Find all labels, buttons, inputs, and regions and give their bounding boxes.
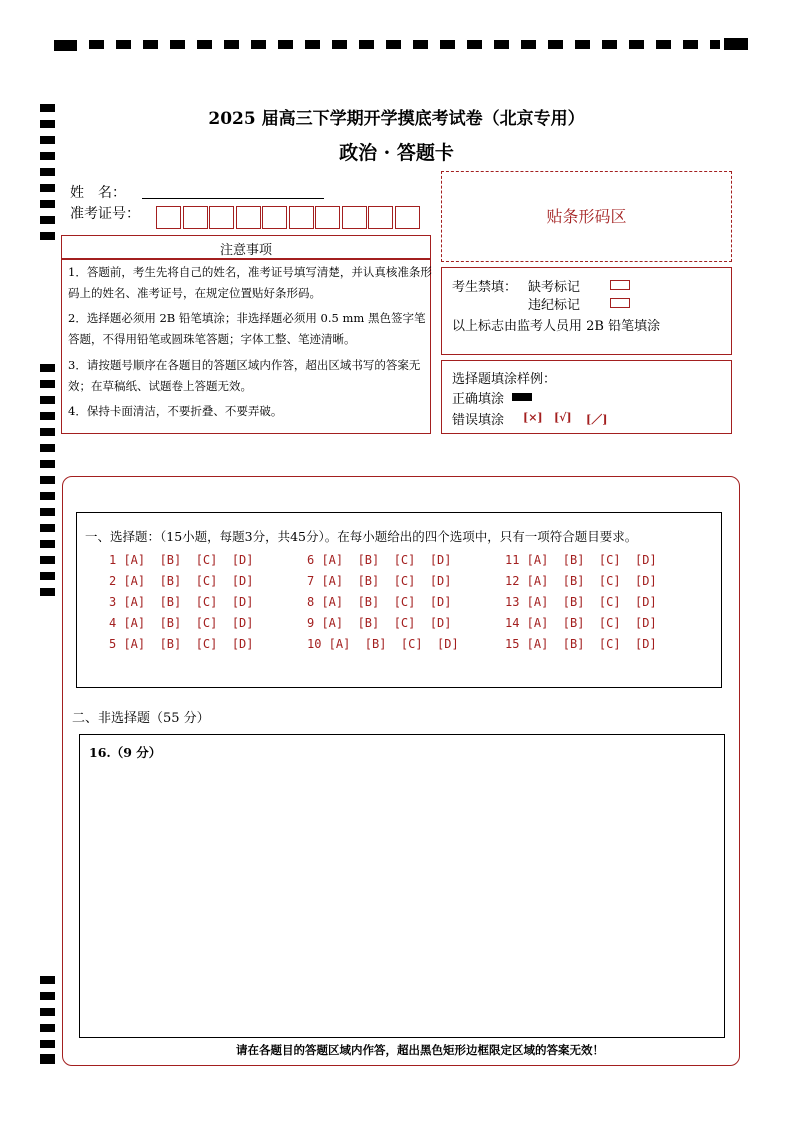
notes-heading: 注意事项 <box>219 243 272 258</box>
exam-title: 2025 届高三下学期开学摸底考试卷（北京专用） <box>208 109 585 129</box>
fill-example-box <box>441 360 732 434</box>
choice-q12[interactable]: 12 [A] [B] [C] [D] <box>505 574 657 588</box>
choice-q3[interactable]: 3 [A] [B] [C] [D] <box>109 595 254 609</box>
choice-q2[interactable]: 2 [A] [B] [C] [D] <box>109 574 254 588</box>
subject-title: 政治 · 答题卡 <box>339 142 454 164</box>
choice-q11[interactable]: 11 [A] [B] [C] [D] <box>505 553 657 567</box>
barcode-area <box>441 171 732 262</box>
choice-q4[interactable]: 4 [A] [B] [C] [D] <box>109 616 254 630</box>
choice-q7[interactable]: 7 [A] [B] [C] [D] <box>307 574 452 588</box>
id-digit-cell[interactable] <box>342 206 367 229</box>
id-digit-cell[interactable] <box>156 206 181 229</box>
choice-q13[interactable]: 13 [A] [B] [C] [D] <box>505 595 657 609</box>
absent-mark-label: 缺考标记 <box>528 280 581 295</box>
name-field[interactable] <box>142 198 324 199</box>
notes-item: 2．选择题必须用 2B 铅笔填涂；非选择题必须用 0.5 mm 黑色签字笔答题，不得用铅笔或圆珠笔答题；字体工整、笔迹清晰。 <box>68 311 426 346</box>
choice-q5[interactable]: 5 [A] [B] [C] [D] <box>109 637 254 651</box>
id-digit-cell[interactable] <box>236 206 261 229</box>
wrong-fill-sample: [／] <box>586 413 608 426</box>
choice-q10[interactable]: 10 [A] [B] [C] [D] <box>307 637 459 651</box>
proctor-note: 以上标志由监考人员用 2B 铅笔填涂 <box>452 319 661 334</box>
notes-heading-box <box>61 235 431 259</box>
choice-q14[interactable]: 14 [A] [B] [C] [D] <box>505 616 657 630</box>
id-digit-cell[interactable] <box>315 206 340 229</box>
id-digit-cell[interactable] <box>183 206 208 229</box>
id-digit-cell[interactable] <box>395 206 420 229</box>
notes-item: 3．请按题号顺序在各题目的答题区域内作答，超出区域书写的答案无效；在草稿纸、试题卷上答题无效。 <box>68 358 421 393</box>
q16-answer-box[interactable] <box>79 734 725 1038</box>
choice-q15[interactable]: 15 [A] [B] [C] [D] <box>505 637 657 651</box>
correct-fill-sample <box>512 393 532 401</box>
barcode-area-label: 贴条形码区 <box>546 207 627 226</box>
notes-item: 4．保持卡面清洁，不要折叠、不要弄破。 <box>68 404 283 418</box>
non-choice-heading: 二、非选择题（55 分） <box>72 711 210 726</box>
name-label: 姓 名： <box>70 185 126 201</box>
wrong-fill-sample: [×] <box>523 411 543 424</box>
choice-q8[interactable]: 8 [A] [B] [C] [D] <box>307 595 452 609</box>
forbidden-label: 考生禁填： <box>452 280 518 295</box>
proctor-marks-box <box>441 267 732 355</box>
wrong-fill-sample: [√] <box>554 411 572 424</box>
wrong-fill-label: 错误填涂 <box>452 413 505 428</box>
choice-q9[interactable]: 9 [A] [B] [C] [D] <box>307 616 452 630</box>
choice-section-box <box>76 512 722 688</box>
choice-q6[interactable]: 6 [A] [B] [C] [D] <box>307 553 452 567</box>
id-digit-cell[interactable] <box>209 206 234 229</box>
violation-mark-box[interactable] <box>610 298 630 308</box>
exam-id-field[interactable] <box>156 206 420 229</box>
choice-q1[interactable]: 1 [A] [B] [C] [D] <box>109 553 254 567</box>
exam-id-label: 准考证号： <box>70 206 140 222</box>
notes-item: 1．答题前，考生先将自己的姓名，准考证号填写清楚，并认真核准条形码上的姓名、准考证号，在规定位置贴好条形码。 <box>68 265 432 300</box>
choice-section-heading: 一、选择题：（15小题，每题3分，共45分）。在每小题给出的四个选项中，只有一项符合题目要求。 <box>85 529 638 544</box>
id-digit-cell[interactable] <box>289 206 314 229</box>
q16-label: 16.（9 分） <box>89 745 162 760</box>
footer-warning: 请在各题目的答题区域内作答，超出黑色矩形边框限定区域的答案无效！ <box>236 1043 604 1057</box>
id-digit-cell[interactable] <box>262 206 287 229</box>
correct-fill-label: 正确填涂 <box>452 392 505 407</box>
notes-box <box>61 259 431 434</box>
id-digit-cell[interactable] <box>368 206 393 229</box>
violation-mark-label: 违纪标记 <box>528 298 581 313</box>
absent-mark-box[interactable] <box>610 280 630 290</box>
fill-example-heading: 选择题填涂样例： <box>452 372 557 387</box>
